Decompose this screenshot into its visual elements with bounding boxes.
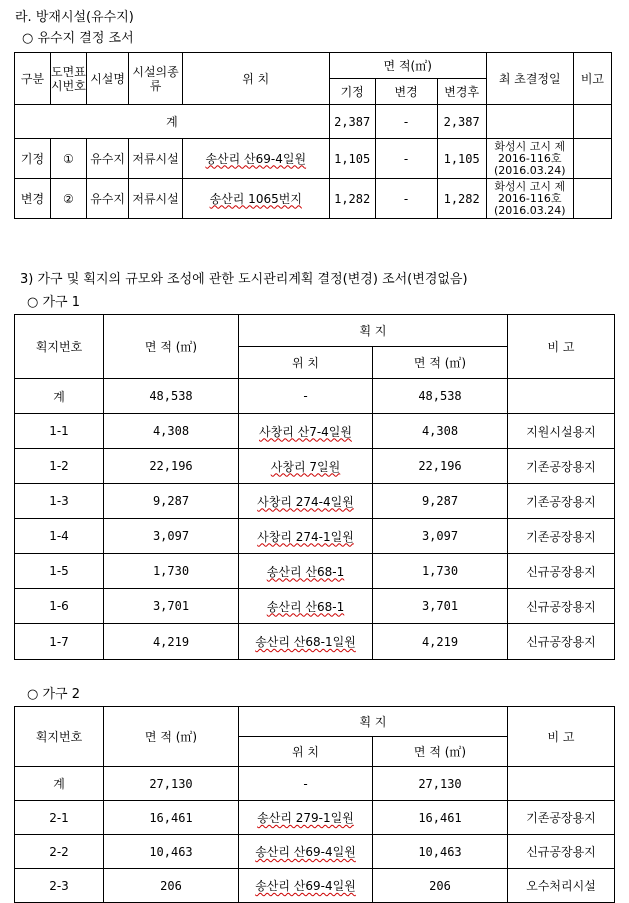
row-location (239, 519, 373, 554)
table-row (15, 179, 612, 219)
row-facility-name: 유수지 (86, 139, 128, 179)
block1-lot-table (14, 314, 615, 660)
header-area-after: 변경후 (437, 79, 486, 105)
header-area: 면 적 (㎡) (104, 707, 239, 767)
table-row (15, 835, 615, 869)
header-area-existing: 기정 (329, 79, 375, 105)
table-row-total (15, 105, 612, 139)
row-remarks: 기존공장용지 (508, 484, 615, 519)
row-remarks: 신규공장용지 (508, 554, 615, 589)
row-remarks: 지원시설용지 (508, 414, 615, 449)
row-location: - (239, 767, 373, 801)
location-text: 송산리 산69-4일원 (255, 845, 356, 859)
section-heading-facilities: 라. 방재시설(유수지) (15, 10, 134, 25)
row-remarks: 신규공장용지 (508, 835, 615, 869)
row-area-after: 1,105 (437, 139, 486, 179)
row-area: 3,097 (104, 519, 239, 554)
row-area: 10,463 (104, 835, 239, 869)
header-lot-number: 획지번호 (15, 707, 104, 767)
row-area: 4,219 (104, 624, 239, 660)
row-lot-area: 48,538 (373, 379, 508, 414)
row-gubun: 변경 (15, 179, 51, 219)
row-location (239, 589, 373, 624)
header-remarks: 비 고 (508, 707, 615, 767)
section-subheading-retention: ○ 유수지 결정 조서 (22, 31, 134, 46)
row-location (239, 801, 373, 835)
location-text: 사창리 274-4일원 (257, 494, 354, 509)
row-remarks: 기존공장용지 (508, 519, 615, 554)
header-lot-area: 면 적 (㎡) (373, 737, 508, 767)
total-first-decision (486, 105, 573, 139)
row-facility-type: 저류시설 (129, 139, 182, 179)
row-remarks: 신규공장용지 (508, 589, 615, 624)
row-facility-type: 저류시설 (129, 179, 182, 219)
location-text: 송산리 산69-4일원 (255, 879, 356, 893)
row-location (239, 484, 373, 519)
row-location: - (239, 379, 373, 414)
header-area-change: 변경 (375, 79, 437, 105)
row-remarks (508, 767, 615, 801)
header-area-group: 면 적(㎡) (329, 53, 486, 79)
row-location (239, 624, 373, 660)
row-area: 27,130 (104, 767, 239, 801)
location-text: 사창리 274-1일원 (257, 529, 354, 544)
row-lot-number: 2-1 (15, 801, 104, 835)
header-remarks: 비고 (573, 53, 611, 105)
table-row (15, 589, 615, 624)
header-facility-type: 시설의종류 (129, 53, 182, 105)
location-text: 송산리 산68-1 (266, 564, 345, 579)
row-lot-number: 1-2 (15, 449, 104, 484)
retention-basin-table (14, 52, 612, 219)
row-lot-area: 10,463 (373, 835, 508, 869)
header-gubun: 구분 (15, 53, 51, 105)
row-first-decision: 화성시 고시 제2016-116호 (2016.03.24) (486, 179, 573, 219)
row-area: 206 (104, 869, 239, 903)
row-remarks (508, 379, 615, 414)
row-lot-area: 16,461 (373, 801, 508, 835)
row-map-number: ② (50, 179, 86, 219)
row-area: 48,538 (104, 379, 239, 414)
total-area-existing: 2,387 (329, 105, 375, 139)
row-location (239, 835, 373, 869)
row-lot-area: 206 (373, 869, 508, 903)
row-area-existing: 1,105 (329, 139, 375, 179)
row-lot-number: 1-5 (15, 554, 104, 589)
row-lot-number: 1-4 (15, 519, 104, 554)
total-area-after: 2,387 (437, 105, 486, 139)
header-lot-group: 획 지 (239, 707, 508, 737)
row-lot-number: 계 (15, 379, 104, 414)
table-row (15, 139, 612, 179)
location-text: 사창리 산7-4일원 (259, 424, 352, 439)
location-text: 사창리 7일원 (270, 459, 341, 474)
row-area-after: 1,282 (437, 179, 486, 219)
row-lot-area: 22,196 (373, 449, 508, 484)
row-gubun: 기정 (15, 139, 51, 179)
header-area: 면 적 (㎡) (104, 315, 239, 379)
row-area-existing: 1,282 (329, 179, 375, 219)
row-location (239, 414, 373, 449)
row-lot-number: 1-7 (15, 624, 104, 660)
row-location (239, 554, 373, 589)
location-text: 송산리 산68-1 (266, 599, 345, 614)
row-lot-number: 1-6 (15, 589, 104, 624)
row-area-change: - (375, 179, 437, 219)
row-lot-number: 2-3 (15, 869, 104, 903)
header-location: 위 치 (239, 737, 373, 767)
row-lot-area: 4,308 (373, 414, 508, 449)
row-remarks: 신규공장용지 (508, 624, 615, 660)
row-area: 9,287 (104, 484, 239, 519)
section-heading-block-lot: 3) 가구 및 획지의 규모와 조성에 관한 도시관리계획 결정(변경) 조서(변경없음) (20, 272, 468, 287)
row-map-number: ① (50, 139, 86, 179)
header-lot-number: 획지번호 (15, 315, 104, 379)
table-row (15, 449, 615, 484)
header-remarks: 비 고 (508, 315, 615, 379)
table-row-total (15, 767, 615, 801)
row-remarks (573, 139, 611, 179)
row-area: 16,461 (104, 801, 239, 835)
row-lot-area: 3,701 (373, 589, 508, 624)
table-row (15, 414, 615, 449)
row-area: 3,701 (104, 589, 239, 624)
row-location (239, 869, 373, 903)
row-lot-area: 27,130 (373, 767, 508, 801)
location-text: 송산리 1065번지 (209, 191, 302, 206)
table-row (15, 869, 615, 903)
row-lot-number: 계 (15, 767, 104, 801)
table-row (15, 624, 615, 660)
table-row (15, 554, 615, 589)
row-remarks (573, 179, 611, 219)
header-location: 위 치 (239, 347, 373, 379)
header-lot-group: 획 지 (239, 315, 508, 347)
location-text: 송산리 산68-1일원 (255, 635, 356, 649)
total-label: 계 (15, 105, 330, 139)
location-text: 송산리 279-1일원 (257, 811, 354, 825)
row-location (182, 179, 329, 219)
header-first-decision: 최 초결정일 (486, 53, 573, 105)
row-remarks: 오수처리시설 (508, 869, 615, 903)
section-subheading-block2: ○ 가구 2 (27, 687, 80, 702)
table-row (15, 519, 615, 554)
row-lot-area: 1,730 (373, 554, 508, 589)
row-first-decision: 화성시 고시 제2016-116호 (2016.03.24) (486, 139, 573, 179)
row-area: 22,196 (104, 449, 239, 484)
row-lot-area: 3,097 (373, 519, 508, 554)
row-facility-name: 유수지 (86, 179, 128, 219)
row-area: 1,730 (104, 554, 239, 589)
header-lot-area: 면 적 (㎡) (373, 347, 508, 379)
row-location (182, 139, 329, 179)
total-remarks (573, 105, 611, 139)
row-area: 4,308 (104, 414, 239, 449)
row-lot-number: 1-3 (15, 484, 104, 519)
row-lot-number: 1-1 (15, 414, 104, 449)
header-map-number: 도면표시번호 (50, 53, 86, 105)
header-location: 위 치 (182, 53, 329, 105)
row-lot-area: 4,219 (373, 624, 508, 660)
header-facility-name: 시설명 (86, 53, 128, 105)
row-lot-number: 2-2 (15, 835, 104, 869)
table-row (15, 484, 615, 519)
location-text: 송산리 산69-4일원 (205, 151, 307, 166)
section-subheading-block1: ○ 가구 1 (27, 295, 80, 310)
row-remarks: 기존공장용지 (508, 801, 615, 835)
row-remarks: 기존공장용지 (508, 449, 615, 484)
row-area-change: - (375, 139, 437, 179)
total-area-change: - (375, 105, 437, 139)
block2-lot-table (14, 706, 615, 903)
row-location (239, 449, 373, 484)
table-row (15, 801, 615, 835)
table-row-total (15, 379, 615, 414)
row-lot-area: 9,287 (373, 484, 508, 519)
